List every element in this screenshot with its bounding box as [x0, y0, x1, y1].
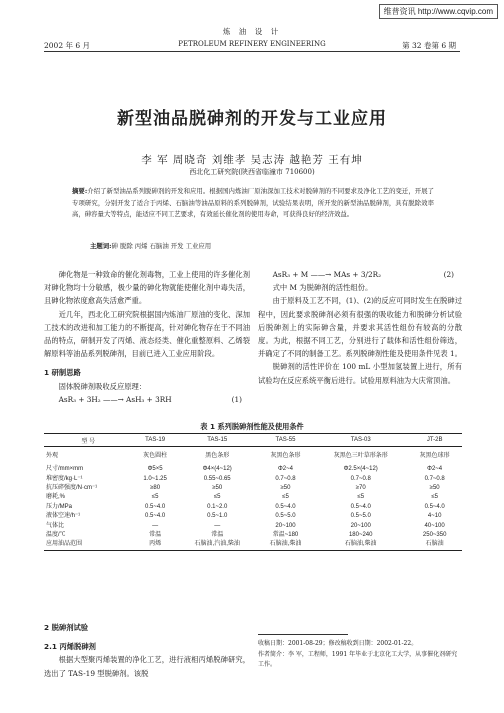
table-cell: 灰黑色球形: [419, 452, 450, 459]
footnote-author: 作者简介：李 军，工程师，1991 年毕业于北京化工大学，从事催化剂研究工作。: [258, 650, 458, 668]
table-cell: 堆密度/kg·L⁻¹: [46, 475, 83, 482]
table-cell: 0.5~4.0: [350, 503, 371, 510]
equation-1-text: AsR₃ + 3H₂ ——→ AsH₃ + 3RH: [58, 394, 172, 404]
keywords-text: 砷 脱除 丙烯 石脑油 开发 工业应用: [111, 242, 212, 250]
table-cell: Φ4×(4~12): [202, 466, 232, 473]
table-cell: 灰黑色三叶草形条形: [333, 452, 388, 459]
table-row: [44, 512, 462, 521]
equation-1: [44, 393, 250, 406]
table-cell: ≥50: [280, 484, 291, 491]
table-cell: —: [214, 522, 221, 529]
table-cell: ≤5: [357, 494, 365, 501]
table-cell: 石脑油: [407, 540, 462, 550]
properties-table: [44, 433, 462, 551]
body-paragraph-3: 脱砷剂的活性评价在 100 mL 小型加氢装置上进行，所有试验均在反应系统平衡后进行。试验用原料油为大庆常顶油。: [258, 362, 462, 385]
table-row: [44, 521, 462, 530]
table-cell: 0.7~0.8: [424, 475, 445, 482]
table-row: [44, 474, 462, 483]
footnote-rule: [258, 634, 348, 635]
watermark: 维普资讯 http://www.cqvip.com: [379, 4, 498, 19]
equation-2: [258, 268, 462, 281]
table-header-cell: JT-2B: [407, 434, 462, 447]
left-column: [44, 268, 250, 406]
table-cell: 应用油品范围: [44, 540, 133, 550]
abstract: [72, 186, 434, 221]
table-header-row: [44, 434, 462, 447]
table-row: [44, 531, 462, 540]
table-cell: 0.5~4.0: [145, 503, 166, 510]
table-cell: 0.5~5.0: [350, 513, 371, 520]
table-cell: 20~100: [350, 522, 371, 529]
table-cell: 外观: [46, 452, 59, 459]
table-caption: 表 1 系列脱砷剂性能及使用条件: [200, 422, 304, 431]
table-cell: 1.0~1.25: [143, 475, 167, 482]
table-header-cell: TAS-55: [257, 434, 314, 447]
table-cell: 石脑油,柴油: [257, 540, 314, 550]
table-cell: 0.7~0.8: [350, 475, 371, 482]
table-row: [44, 540, 462, 550]
table-cell: 丙烯: [133, 540, 178, 550]
table-cell: 常温: [211, 531, 224, 538]
table-header-cell: TAS-19: [133, 434, 178, 447]
table-cell: Φ2~4: [427, 466, 443, 473]
table-cell: 气体比: [46, 522, 65, 529]
table-cell: 0.5~4.0: [424, 503, 445, 510]
table-cell: Φ2.5×(4~12): [343, 466, 378, 473]
table-cell: 温度/℃: [46, 531, 66, 538]
principle-paragraph: 固体脱砷剂吸收反应原理：: [58, 381, 147, 391]
table-cell: ≥80: [150, 484, 161, 491]
table-cell: 0.1~2.0: [207, 503, 228, 510]
table-cell: 0.7~0.8: [275, 475, 296, 482]
table-cell: —: [152, 522, 159, 529]
intro-paragraph-2: 近几年，西北化工研究院根据国内炼油厂原油的变化、深加工技术的改进和加工能力的不断提高，针对砷化物存在于不同油品的特点，研制开发了丙烯、液态烃类、催化重整原料、乙烯裂解原料等油品系列脱砷剂，目前已进入工业应用阶段。: [44, 309, 250, 359]
table-row: [44, 493, 462, 502]
header-rule: [44, 51, 460, 52]
table-cell: 0.5~5.0: [275, 513, 296, 520]
subsection-heading-2-1: 2.1 丙烯脱砷剂: [44, 642, 96, 652]
section-heading-2: 2 脱砷剂试验: [44, 623, 89, 632]
table-cell: ≥50: [429, 484, 440, 491]
author-list: 李 军 周晓奇 刘维孝 吴志涛 越艳芳 王有坤: [141, 154, 363, 166]
table-cell: 250~350: [422, 531, 447, 538]
footnote: [258, 639, 462, 671]
abstract-text: 介绍了新型油品系列脱砷剂的开发和应用。根据国内炼油厂原油深加工技术对脱砷剂的不同要求及净化工艺的变迁，开展了专项研究，分别开发了适合于丙烯、石脑油等油品原料的系列脱砷剂，试验结果表明，所开发的新型油品脱砷剂，具有脱除效率高，砷容量大等特点，能适应不同工艺要求，有效延长催化剂的使用寿命，可获得良好的经济效益。: [72, 187, 435, 219]
equation-2-number: (2): [443, 270, 454, 279]
table-cell: 0.55~0.65: [203, 475, 231, 482]
table-cell: 磨耗,%: [46, 494, 66, 501]
table-cell: 0.5~4.0: [275, 503, 296, 510]
right-column: [258, 268, 462, 387]
table-row: [44, 503, 462, 512]
table-cell: Φ5×5: [147, 466, 163, 473]
paper-title: 新型油品脱砷剂的开发与工业应用: [117, 109, 387, 129]
table-cell: 0.5~4.0: [145, 513, 166, 520]
table-cell: ≥70: [355, 484, 366, 491]
table-row: [44, 484, 462, 493]
abstract-label: 摘要:: [72, 187, 88, 195]
table-cell: 20~100: [275, 522, 296, 529]
journal-name-en: PETROLEUM REFINERY ENGINEERING: [178, 40, 326, 48]
section-2: [44, 615, 250, 680]
volume-issue: 第 32 卷第 6 期: [402, 41, 456, 50]
table-cell: 石脑油,汽油,柴油: [178, 540, 257, 550]
table-cell: ≤5: [151, 494, 159, 501]
table-cell: 0.5~1.0: [207, 513, 228, 520]
section-heading-1: 1 研制思路: [44, 368, 81, 378]
table-cell: ≤5: [431, 494, 438, 501]
table-cell: ≤5: [282, 494, 289, 501]
table-cell: ≥50: [212, 484, 223, 491]
table-cell: 180~240: [348, 531, 373, 538]
table-cell: 压力/MPa: [46, 503, 73, 510]
table-cell: ≤5: [213, 494, 221, 501]
issue-date: 2002 年 6 月: [44, 41, 91, 50]
equation-note: 式中 M 为脱砷剂的活性组份。: [272, 283, 373, 293]
table-cell: 抗压碎强度/N·cm⁻¹: [46, 484, 98, 491]
table-cell: 常温~180: [272, 531, 299, 538]
table-cell: Φ2~4: [278, 466, 293, 473]
table-cell: 灰黑色条形: [270, 452, 301, 459]
table-row: [44, 465, 462, 474]
table-header-cell: TAS-03: [314, 434, 407, 447]
table-header-cell: 型 号: [44, 434, 133, 447]
intro-paragraph-1: 砷化物是一种致命的催化剂毒物，工业上使用的许多催化剂对砷化物均十分敏感，极少量的砷化物就能使催化剂中毒失活，且砷化物浓度愈高失活愈严重。: [44, 270, 250, 306]
affiliation: 西北化工研究院(陕西省临潼市 710600): [189, 168, 315, 176]
journal-name: 炼 油 设 计: [222, 27, 282, 36]
keywords-label: 主题词:: [90, 242, 112, 250]
table-header-cell: TAS-15: [178, 434, 257, 447]
section-2-paragraph: 根据大型聚丙烯装置的净化工艺，进行液相丙烯脱砷研究，选出了 TAS-19 型脱砷剂。该脱: [44, 655, 250, 678]
keywords: [90, 241, 211, 250]
table-cell: 灰色圆柱: [143, 452, 168, 459]
body-paragraph-2: 由于原料及工艺不同，(1)、(2)的反应可同时发生在脱砷过程中，因此要求脱砷剂必须有很强的吸收能力和脱砷分析试验后脱砷剂上的实际砷含量，并要求其活性组份有较高的分散度。为此，根据不同工艺，分别进行了载体和活性组份筛选，并确定了不同的制备工艺。系列脱砷剂性能及使用条件见表 1。: [258, 296, 462, 359]
table-cell: 4~10: [427, 513, 442, 520]
table-cell: 黑色条形: [205, 452, 230, 459]
table-row: [44, 447, 462, 466]
table-cell: 尺寸/mm×mm: [46, 466, 84, 473]
equation-1-number: (1): [231, 394, 242, 404]
footnote-received: 收稿日期：2001-08-29；修改稿收到日期：2002-01-22。: [258, 640, 418, 647]
table-cell: 40~100: [424, 522, 445, 529]
equation-2-text: AsR₃ + M ——→ MAs + 3/2R₂: [272, 270, 381, 279]
table-cell: 石脑油,柴油: [314, 540, 407, 550]
table-cell: 液体空速/h⁻¹: [46, 513, 81, 520]
table-cell: 常温: [149, 531, 162, 538]
